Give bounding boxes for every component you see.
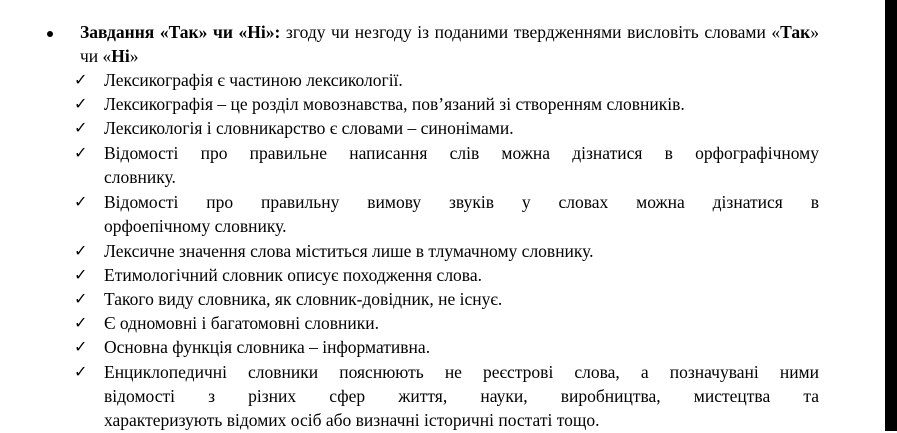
checkmark-icon: ✓ [74,241,88,260]
task-block [47,20,819,433]
statement-text-line: Є одномовні і багатомовні словники. [104,313,379,333]
statement-item [72,239,819,263]
statement-text-line: Лексикографія – це розділ мовознавства, пов’язаний зі створенням словників. [104,94,685,114]
right-edge-bar [885,0,897,431]
statement-item [72,92,819,116]
answer-yes-label: Так [780,22,811,42]
task-title-text: згоду чи незгоду із поданими твердженнями висловіть словами « [280,22,781,42]
statement-text-line: характеризують відомих осіб або визначні історичні постаті тощо. [104,410,600,430]
statement-text-line: Відомості про правильне написання слів можна дізнатися в орфографічному [104,143,819,163]
checkmark-icon: ✓ [74,337,88,356]
statement-item [72,360,819,432]
statement-text-line: Енциклопедичні словники пояснюють не реєстрові слова, а позначувані ними [104,362,819,382]
statement-text-line: Відомості про правильну вимову звуків у словах можна дізнатися в [104,192,819,212]
statement-text-line: Лексикографія є частиною лексикології. [104,70,403,90]
task-title-connector: » чи « [80,22,819,66]
checkmark-icon: ✓ [74,143,88,162]
checkmark-icon: ✓ [74,289,88,308]
statement-text-line: Лексичне значення слова міститься лише в тлумачному словнику. [104,241,594,261]
task-bullet-item [47,20,819,68]
bullet-dot-icon [47,31,53,37]
statement-item [72,141,819,189]
checkmark-icon: ✓ [74,192,88,211]
checkmark-icon: ✓ [74,313,88,332]
statement-item [72,116,819,140]
checkmark-icon: ✓ [74,362,88,381]
statement-item [72,335,819,359]
checkmark-icon: ✓ [74,70,88,89]
statement-text-line: Лексикологія і словникарство є словами – синонімами. [104,118,514,138]
statement-item [72,287,819,311]
statement-text-line: Етимологічний словник описує походження слова. [104,265,482,285]
checkmark-icon: ✓ [74,94,88,113]
statements-list [72,68,819,432]
statement-item [72,311,819,335]
statement-item [72,263,819,287]
checkmark-icon: ✓ [74,118,88,137]
statement-text-line: Такого виду словника, як словник-довідник, не існує. [104,289,503,309]
task-title-bold: Завдання «Так» чи «Ні»: [80,22,281,42]
statement-item [72,190,819,238]
task-instruction [80,20,819,68]
checkmark-icon: ✓ [74,265,88,284]
answer-no-label: Ні [111,46,130,66]
statement-text-line: відомості з різних сфер життя, науки, виробництва, мистецтва та [104,386,819,406]
statement-text-line: словнику. [104,167,176,187]
statement-text-line: орфоепічному словнику. [104,216,287,236]
statement-item [72,68,819,92]
statement-text-line: Основна функція словника – інформативна. [104,337,431,357]
task-title-end: » [129,46,139,66]
